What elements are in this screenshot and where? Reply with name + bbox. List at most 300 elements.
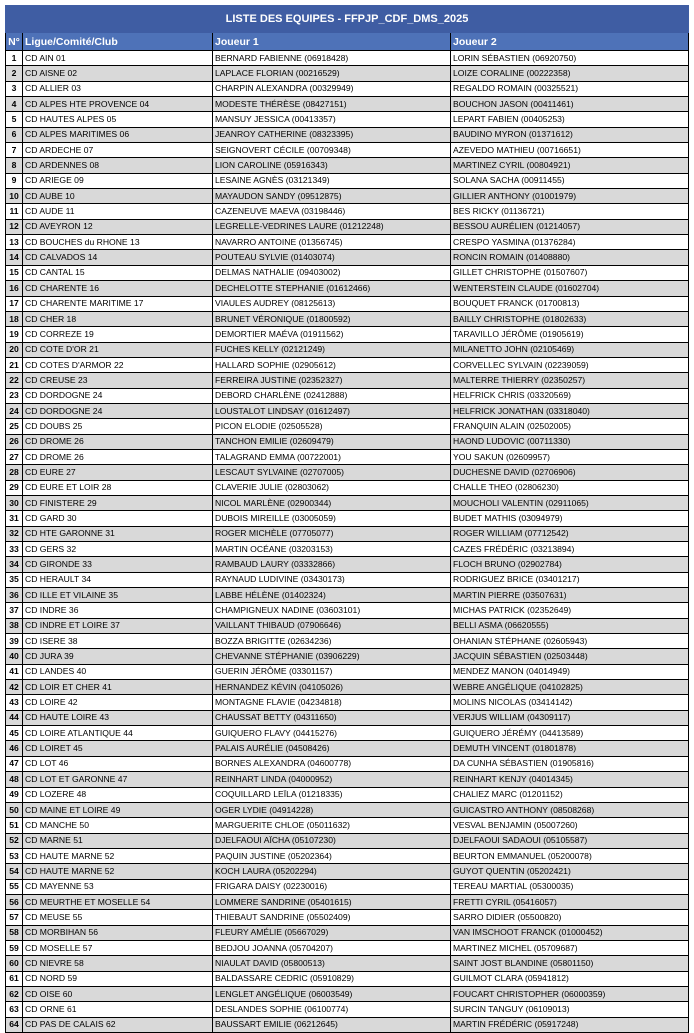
team-club: CD CANTAL 15 bbox=[23, 265, 213, 280]
team-club: CD ALPES HTE PROVENCE 04 bbox=[23, 97, 213, 112]
team-club: CD ISERE 38 bbox=[23, 634, 213, 649]
team-number: 18 bbox=[6, 311, 23, 326]
team-club: CD DROME 26 bbox=[23, 434, 213, 449]
team-club: CD AISNE 02 bbox=[23, 66, 213, 81]
team-club: CD AUBE 10 bbox=[23, 189, 213, 204]
table-row bbox=[6, 51, 689, 66]
table-row bbox=[6, 695, 689, 710]
team-player-1: RAMBAUD LAURY (03332866) bbox=[213, 557, 451, 572]
team-player-2: FLOCH BRUNO (02902784) bbox=[451, 557, 689, 572]
team-number: 19 bbox=[6, 327, 23, 342]
team-player-2: BUDET MATHIS (03094979) bbox=[451, 511, 689, 526]
team-player-1: LION CAROLINE (05916343) bbox=[213, 158, 451, 173]
team-number: 64 bbox=[6, 1017, 23, 1032]
table-row bbox=[6, 66, 689, 81]
team-player-2: MOUCHOLI VALENTIN (02911065) bbox=[451, 495, 689, 510]
table-row bbox=[6, 802, 689, 817]
team-number: 52 bbox=[6, 833, 23, 848]
team-player-2: LORIN SÉBASTIEN (06920750) bbox=[451, 51, 689, 66]
team-number: 22 bbox=[6, 373, 23, 388]
team-player-2: BESSOU AURÉLIEN (01214057) bbox=[451, 219, 689, 234]
table-row bbox=[6, 634, 689, 649]
table-row bbox=[6, 818, 689, 833]
team-player-2: GUILMOT CLARA (05941812) bbox=[451, 971, 689, 986]
team-club: CD ORNE 61 bbox=[23, 1002, 213, 1017]
team-player-1: CAZENEUVE MAEVA (03198446) bbox=[213, 204, 451, 219]
team-club: CD MAYENNE 53 bbox=[23, 879, 213, 894]
team-number: 9 bbox=[6, 173, 23, 188]
team-number: 63 bbox=[6, 1002, 23, 1017]
team-club: CD MEUSE 55 bbox=[23, 910, 213, 925]
team-number: 61 bbox=[6, 971, 23, 986]
table-row bbox=[6, 189, 689, 204]
team-player-1: MANSUY JESSICA (00413357) bbox=[213, 112, 451, 127]
team-club: CD DOUBS 25 bbox=[23, 419, 213, 434]
teams-sheet bbox=[5, 5, 688, 1033]
team-number: 4 bbox=[6, 97, 23, 112]
team-number: 42 bbox=[6, 680, 23, 695]
team-player-1: FRIGARA DAISY (02230016) bbox=[213, 879, 451, 894]
team-player-1: HALLARD SOPHIE (02905612) bbox=[213, 357, 451, 372]
team-club: CD HAUTE MARNE 52 bbox=[23, 864, 213, 879]
team-player-2: WENTERSTEIN CLAUDE (01602704) bbox=[451, 281, 689, 296]
team-club: CD HERAULT 34 bbox=[23, 572, 213, 587]
team-player-1: DJELFAOUI AÏCHA (05107230) bbox=[213, 833, 451, 848]
team-number: 20 bbox=[6, 342, 23, 357]
team-number: 50 bbox=[6, 802, 23, 817]
team-number: 5 bbox=[6, 112, 23, 127]
team-number: 47 bbox=[6, 756, 23, 771]
team-number: 43 bbox=[6, 695, 23, 710]
team-player-2: BOUCHON JASON (00411461) bbox=[451, 97, 689, 112]
team-number: 3 bbox=[6, 81, 23, 96]
team-player-1: CHAMPIGNEUX NADINE (03603101) bbox=[213, 603, 451, 618]
team-number: 32 bbox=[6, 526, 23, 541]
team-number: 40 bbox=[6, 649, 23, 664]
team-club: CD CHARENTE 16 bbox=[23, 281, 213, 296]
team-player-1: TALAGRAND EMMA (00722001) bbox=[213, 449, 451, 464]
team-club: CD ILLE ET VILAINE 35 bbox=[23, 588, 213, 603]
table-row bbox=[6, 557, 689, 572]
team-club: CD MEURTHE ET MOSELLE 54 bbox=[23, 894, 213, 909]
table-row bbox=[6, 373, 689, 388]
team-player-1: THIEBAUT SANDRINE (05502409) bbox=[213, 910, 451, 925]
team-club: CD ALPES MARITIMES 06 bbox=[23, 127, 213, 142]
title-row bbox=[6, 6, 689, 33]
team-player-1: BALDASSARE CEDRIC (05910829) bbox=[213, 971, 451, 986]
table-row bbox=[6, 204, 689, 219]
team-player-2: CHALLE THEO (02806230) bbox=[451, 480, 689, 495]
team-player-2: MARTINEZ CYRIL (00804921) bbox=[451, 158, 689, 173]
team-number: 23 bbox=[6, 388, 23, 403]
team-club: CD NORD 59 bbox=[23, 971, 213, 986]
table-row bbox=[6, 848, 689, 863]
team-club: CD LOIRE 42 bbox=[23, 695, 213, 710]
teams-table bbox=[5, 5, 689, 1033]
team-player-2: MENDEZ MANON (04014949) bbox=[451, 664, 689, 679]
team-number: 11 bbox=[6, 204, 23, 219]
table-row bbox=[6, 726, 689, 741]
team-player-1: MARGUERITE CHLOE (05011632) bbox=[213, 818, 451, 833]
team-player-2: DEMUTH VINCENT (01801878) bbox=[451, 741, 689, 756]
table-row bbox=[6, 296, 689, 311]
team-club: CD LOZERE 48 bbox=[23, 787, 213, 802]
table-row bbox=[6, 434, 689, 449]
team-player-1: LABBE HÉLÈNE (01402324) bbox=[213, 588, 451, 603]
header-player-1: Joueur 1 bbox=[213, 33, 451, 51]
team-number: 10 bbox=[6, 189, 23, 204]
table-row bbox=[6, 250, 689, 265]
table-row bbox=[6, 833, 689, 848]
team-player-1: BEDJOU JOANNA (05704207) bbox=[213, 940, 451, 955]
team-number: 16 bbox=[6, 281, 23, 296]
team-player-2: YOU SAKUN (02609957) bbox=[451, 449, 689, 464]
team-club: CD BOUCHES du RHONE 13 bbox=[23, 235, 213, 250]
team-number: 58 bbox=[6, 925, 23, 940]
team-player-2: MARTIN PIERRE (03507631) bbox=[451, 588, 689, 603]
team-club: CD HAUTES ALPES 05 bbox=[23, 112, 213, 127]
team-club: CD ARIEGE 09 bbox=[23, 173, 213, 188]
team-player-2: MALTERRE THIERRY (02350257) bbox=[451, 373, 689, 388]
team-player-1: BAUSSART EMILIE (06212645) bbox=[213, 1017, 451, 1032]
team-number: 48 bbox=[6, 772, 23, 787]
team-club: CD ALLIER 03 bbox=[23, 81, 213, 96]
team-player-2: REGALDO ROMAIN (00325521) bbox=[451, 81, 689, 96]
team-player-2: CHALIEZ MARC (01201152) bbox=[451, 787, 689, 802]
team-player-1: NICOL MARLÈNE (02900344) bbox=[213, 495, 451, 510]
team-player-2: FOUCART CHRISTOPHER (06000359) bbox=[451, 986, 689, 1001]
team-player-1: FUCHES KELLY (02121249) bbox=[213, 342, 451, 357]
team-club: CD EURE ET LOIR 28 bbox=[23, 480, 213, 495]
table-row bbox=[6, 1017, 689, 1032]
table-row bbox=[6, 603, 689, 618]
team-number: 37 bbox=[6, 603, 23, 618]
team-player-1: DUBOIS MIREILLE (03005059) bbox=[213, 511, 451, 526]
table-row bbox=[6, 81, 689, 96]
team-player-2: DUCHESNE DAVID (02706906) bbox=[451, 465, 689, 480]
team-player-2: TARAVILLO JÉRÔME (01905619) bbox=[451, 327, 689, 342]
team-player-1: MAYAUDON SANDY (09512875) bbox=[213, 189, 451, 204]
table-row bbox=[6, 480, 689, 495]
team-number: 6 bbox=[6, 127, 23, 142]
team-player-2: GUYOT QUENTIN (05202421) bbox=[451, 864, 689, 879]
table-row bbox=[6, 772, 689, 787]
team-player-2: GUIQUERO JÉRÉMY (04413589) bbox=[451, 726, 689, 741]
team-club: CD OISE 60 bbox=[23, 986, 213, 1001]
table-row bbox=[6, 127, 689, 142]
team-club: CD CORREZE 19 bbox=[23, 327, 213, 342]
team-player-1: CHAUSSAT BETTY (04311650) bbox=[213, 710, 451, 725]
team-player-2: TEREAU MARTIAL (05300035) bbox=[451, 879, 689, 894]
team-player-2: GILLIER ANTHONY (01001979) bbox=[451, 189, 689, 204]
team-club: CD DROME 26 bbox=[23, 449, 213, 464]
team-club: CD MOSELLE 57 bbox=[23, 940, 213, 955]
table-row bbox=[6, 158, 689, 173]
team-player-1: ROGER MICHÈLE (07705077) bbox=[213, 526, 451, 541]
table-row bbox=[6, 618, 689, 633]
table-row bbox=[6, 986, 689, 1001]
team-player-1: OGER LYDIE (04914228) bbox=[213, 802, 451, 817]
team-number: 21 bbox=[6, 357, 23, 372]
team-player-1: BORNES ALEXANDRA (04600778) bbox=[213, 756, 451, 771]
table-row bbox=[6, 756, 689, 771]
team-number: 46 bbox=[6, 741, 23, 756]
team-player-1: PALAIS AURÉLIE (04508426) bbox=[213, 741, 451, 756]
table-row bbox=[6, 419, 689, 434]
team-club: CD ARDENNES 08 bbox=[23, 158, 213, 173]
team-club: CD LOIRE ATLANTIQUE 44 bbox=[23, 726, 213, 741]
team-player-2: JACQUIN SÉBASTIEN (02503448) bbox=[451, 649, 689, 664]
team-player-1: CHEVANNE STÉPHANIE (03906229) bbox=[213, 649, 451, 664]
table-row bbox=[6, 894, 689, 909]
team-player-1: DESLANDES SOPHIE (06100774) bbox=[213, 1002, 451, 1017]
table-row bbox=[6, 311, 689, 326]
team-player-1: CHARPIN ALEXANDRA (00329949) bbox=[213, 81, 451, 96]
table-row bbox=[6, 956, 689, 971]
table-row bbox=[6, 342, 689, 357]
team-player-1: VIAULES AUDREY (08125613) bbox=[213, 296, 451, 311]
team-player-2: GILLET CHRISTOPHE (01507607) bbox=[451, 265, 689, 280]
team-player-1: LEGRELLE-VEDRINES LAURE (01212248) bbox=[213, 219, 451, 234]
team-player-2: BAILLY CHRISTOPHE (01802633) bbox=[451, 311, 689, 326]
team-player-1: LOUSTALOT LINDSAY (01612497) bbox=[213, 403, 451, 418]
team-player-2: RONCIN ROMAIN (01408880) bbox=[451, 250, 689, 265]
table-row bbox=[6, 971, 689, 986]
table-row bbox=[6, 741, 689, 756]
table-row bbox=[6, 710, 689, 725]
table-row bbox=[6, 143, 689, 158]
team-player-2: WEBRE ANGÉLIQUE (04102825) bbox=[451, 680, 689, 695]
team-club: CD HAUTE LOIRE 43 bbox=[23, 710, 213, 725]
team-player-1: TANCHON EMILIE (02609479) bbox=[213, 434, 451, 449]
team-player-1: GUIQUERO FLAVY (04415276) bbox=[213, 726, 451, 741]
team-player-2: BOUQUET FRANCK (01700813) bbox=[451, 296, 689, 311]
header-club: Ligue/Comité/Club bbox=[23, 33, 213, 51]
team-club: CD HTE GARONNE 31 bbox=[23, 526, 213, 541]
team-club: CD MORBIHAN 56 bbox=[23, 925, 213, 940]
table-row bbox=[6, 787, 689, 802]
team-club: CD AVEYRON 12 bbox=[23, 219, 213, 234]
team-number: 44 bbox=[6, 710, 23, 725]
team-player-2: OHANIAN STÉPHANE (02605943) bbox=[451, 634, 689, 649]
team-player-1: BOZZA BRIGITTE (02634236) bbox=[213, 634, 451, 649]
team-club: CD JURA 39 bbox=[23, 649, 213, 664]
team-player-2: LEPART FABIEN (00405253) bbox=[451, 112, 689, 127]
team-player-2: REINHART KENJY (04014345) bbox=[451, 772, 689, 787]
team-player-2: BES RICKY (01136721) bbox=[451, 204, 689, 219]
table-row bbox=[6, 511, 689, 526]
team-number: 14 bbox=[6, 250, 23, 265]
team-number: 56 bbox=[6, 894, 23, 909]
team-player-1: PAQUIN JUSTINE (05202364) bbox=[213, 848, 451, 863]
table-body bbox=[6, 51, 689, 1033]
team-player-1: LOMMERE SANDRINE (05401615) bbox=[213, 894, 451, 909]
team-player-2: GUICASTRO ANTHONY (08508268) bbox=[451, 802, 689, 817]
team-player-2: BAUDINO MYRON (01371612) bbox=[451, 127, 689, 142]
table-row bbox=[6, 449, 689, 464]
team-number: 57 bbox=[6, 910, 23, 925]
team-player-2: HELFRICK CHRIS (03320569) bbox=[451, 388, 689, 403]
team-number: 8 bbox=[6, 158, 23, 173]
team-club: CD AIN 01 bbox=[23, 51, 213, 66]
team-number: 30 bbox=[6, 495, 23, 510]
header-number: N° bbox=[6, 33, 23, 51]
table-row bbox=[6, 1002, 689, 1017]
table-row bbox=[6, 680, 689, 695]
header-row bbox=[6, 33, 689, 51]
team-number: 17 bbox=[6, 296, 23, 311]
table-row bbox=[6, 265, 689, 280]
team-player-1: FERREIRA JUSTINE (02352327) bbox=[213, 373, 451, 388]
team-club: CD CHARENTE MARITIME 17 bbox=[23, 296, 213, 311]
table-row bbox=[6, 112, 689, 127]
table-row bbox=[6, 649, 689, 664]
team-club: CD CREUSE 23 bbox=[23, 373, 213, 388]
table-row bbox=[6, 403, 689, 418]
team-player-2: CRESPO YASMINA (01376284) bbox=[451, 235, 689, 250]
team-player-2: VAN IMSCHOOT FRANCK (01000452) bbox=[451, 925, 689, 940]
team-club: CD GERS 32 bbox=[23, 542, 213, 557]
team-number: 39 bbox=[6, 634, 23, 649]
team-number: 36 bbox=[6, 588, 23, 603]
team-number: 1 bbox=[6, 51, 23, 66]
team-club: CD HAUTE MARNE 52 bbox=[23, 848, 213, 863]
team-player-2: SOLANA SACHA (00911455) bbox=[451, 173, 689, 188]
team-player-1: RAYNAUD LUDIVINE (03430173) bbox=[213, 572, 451, 587]
team-number: 29 bbox=[6, 480, 23, 495]
team-club: CD GIRONDE 33 bbox=[23, 557, 213, 572]
team-player-2: RODRIGUEZ BRICE (03401217) bbox=[451, 572, 689, 587]
team-player-2: FRETTI CYRIL (05416057) bbox=[451, 894, 689, 909]
team-club: CD MARNE 51 bbox=[23, 833, 213, 848]
team-player-1: REINHART LINDA (04000952) bbox=[213, 772, 451, 787]
team-player-1: NIAULAT DAVID (05800513) bbox=[213, 956, 451, 971]
team-number: 7 bbox=[6, 143, 23, 158]
team-club: CD ARDECHE 07 bbox=[23, 143, 213, 158]
team-player-1: MARTIN OCÉANE (03203153) bbox=[213, 542, 451, 557]
team-player-2: LOIZE CORALINE (00222358) bbox=[451, 66, 689, 81]
team-number: 2 bbox=[6, 66, 23, 81]
team-club: CD LANDES 40 bbox=[23, 664, 213, 679]
team-player-1: DEMORTIER MAÉVA (01911562) bbox=[213, 327, 451, 342]
team-club: CD INDRE 36 bbox=[23, 603, 213, 618]
table-row bbox=[6, 388, 689, 403]
team-club: CD CALVADOS 14 bbox=[23, 250, 213, 265]
team-number: 41 bbox=[6, 664, 23, 679]
team-player-2: DA CUNHA SÉBASTIEN (01905816) bbox=[451, 756, 689, 771]
team-club: CD INDRE ET LOIRE 37 bbox=[23, 618, 213, 633]
team-player-2: SAINT JOST BLANDINE (05801150) bbox=[451, 956, 689, 971]
team-club: CD PAS DE CALAIS 62 bbox=[23, 1017, 213, 1032]
team-player-1: DELMAS NATHALIE (09403002) bbox=[213, 265, 451, 280]
team-player-1: POUTEAU SYLVIE (01403074) bbox=[213, 250, 451, 265]
team-number: 13 bbox=[6, 235, 23, 250]
team-number: 38 bbox=[6, 618, 23, 633]
team-player-2: BELLI ASMA (06620555) bbox=[451, 618, 689, 633]
team-player-1: BERNARD FABIENNE (06918428) bbox=[213, 51, 451, 66]
team-player-1: BRUNET VÉRONIQUE (01800592) bbox=[213, 311, 451, 326]
team-club: CD GARD 30 bbox=[23, 511, 213, 526]
team-player-2: SURCIN TANGUY (06109013) bbox=[451, 1002, 689, 1017]
team-number: 25 bbox=[6, 419, 23, 434]
team-player-1: HERNANDEZ KÉVIN (04105026) bbox=[213, 680, 451, 695]
sheet-title: LISTE DES EQUIPES - FFPJP_CDF_DMS_2025 bbox=[6, 6, 689, 33]
team-number: 31 bbox=[6, 511, 23, 526]
team-club: CD NIEVRE 58 bbox=[23, 956, 213, 971]
team-club: CD CHER 18 bbox=[23, 311, 213, 326]
team-club: CD LOT 46 bbox=[23, 756, 213, 771]
team-club: CD DORDOGNE 24 bbox=[23, 403, 213, 418]
team-number: 12 bbox=[6, 219, 23, 234]
team-player-1: DECHELOTTE STEPHANIE (01612466) bbox=[213, 281, 451, 296]
team-player-2: MARTIN FRÉDÉRIC (05917248) bbox=[451, 1017, 689, 1032]
team-number: 62 bbox=[6, 986, 23, 1001]
team-number: 49 bbox=[6, 787, 23, 802]
team-number: 27 bbox=[6, 449, 23, 464]
team-player-2: VESVAL BENJAMIN (05007260) bbox=[451, 818, 689, 833]
team-number: 54 bbox=[6, 864, 23, 879]
team-player-1: JEANROY CATHERINE (08323395) bbox=[213, 127, 451, 142]
table-row bbox=[6, 910, 689, 925]
team-number: 59 bbox=[6, 940, 23, 955]
table-row bbox=[6, 281, 689, 296]
team-number: 55 bbox=[6, 879, 23, 894]
team-number: 45 bbox=[6, 726, 23, 741]
table-row bbox=[6, 542, 689, 557]
team-player-2: ROGER WILLIAM (07712542) bbox=[451, 526, 689, 541]
team-number: 34 bbox=[6, 557, 23, 572]
table-row bbox=[6, 940, 689, 955]
table-row bbox=[6, 235, 689, 250]
team-player-1: DEBORD CHARLÈNE (02412888) bbox=[213, 388, 451, 403]
table-row bbox=[6, 526, 689, 541]
team-player-2: FRANQUIN ALAIN (02502005) bbox=[451, 419, 689, 434]
team-player-2: AZEVEDO MATHIEU (00716651) bbox=[451, 143, 689, 158]
team-player-2: DJELFAOUI SADAOUI (05105587) bbox=[451, 833, 689, 848]
team-player-1: FLEURY AMÉLIE (05667029) bbox=[213, 925, 451, 940]
table-row bbox=[6, 664, 689, 679]
team-player-1: MONTAGNE FLAVIE (04234818) bbox=[213, 695, 451, 710]
table-row bbox=[6, 495, 689, 510]
team-number: 53 bbox=[6, 848, 23, 863]
header-player-2: Joueur 2 bbox=[451, 33, 689, 51]
team-club: CD FINISTERE 29 bbox=[23, 495, 213, 510]
team-player-1: CLAVERIE JULIE (02803062) bbox=[213, 480, 451, 495]
team-number: 26 bbox=[6, 434, 23, 449]
team-number: 28 bbox=[6, 465, 23, 480]
table-row bbox=[6, 572, 689, 587]
table-row bbox=[6, 864, 689, 879]
team-player-1: LAPLACE FLORIAN (00216529) bbox=[213, 66, 451, 81]
team-player-2: VERJUS WILLIAM (04309117) bbox=[451, 710, 689, 725]
table-row bbox=[6, 173, 689, 188]
team-player-1: LENGLET ANGÉLIQUE (06003549) bbox=[213, 986, 451, 1001]
table-row bbox=[6, 588, 689, 603]
team-club: CD COTE D'OR 21 bbox=[23, 342, 213, 357]
team-club: CD COTES D'ARMOR 22 bbox=[23, 357, 213, 372]
table-row bbox=[6, 879, 689, 894]
table-row bbox=[6, 327, 689, 342]
team-club: CD DORDOGNE 24 bbox=[23, 388, 213, 403]
team-player-2: MILANETTO JOHN (02105469) bbox=[451, 342, 689, 357]
table-row bbox=[6, 97, 689, 112]
team-player-1: GUERIN JÉRÔME (03301157) bbox=[213, 664, 451, 679]
team-club: CD MAINE ET LOIRE 49 bbox=[23, 802, 213, 817]
team-player-2: MOLINS NICOLAS (03414142) bbox=[451, 695, 689, 710]
team-player-1: KOCH LAURA (05202294) bbox=[213, 864, 451, 879]
team-player-2: BEURTON EMMANUEL (05200078) bbox=[451, 848, 689, 863]
team-number: 60 bbox=[6, 956, 23, 971]
